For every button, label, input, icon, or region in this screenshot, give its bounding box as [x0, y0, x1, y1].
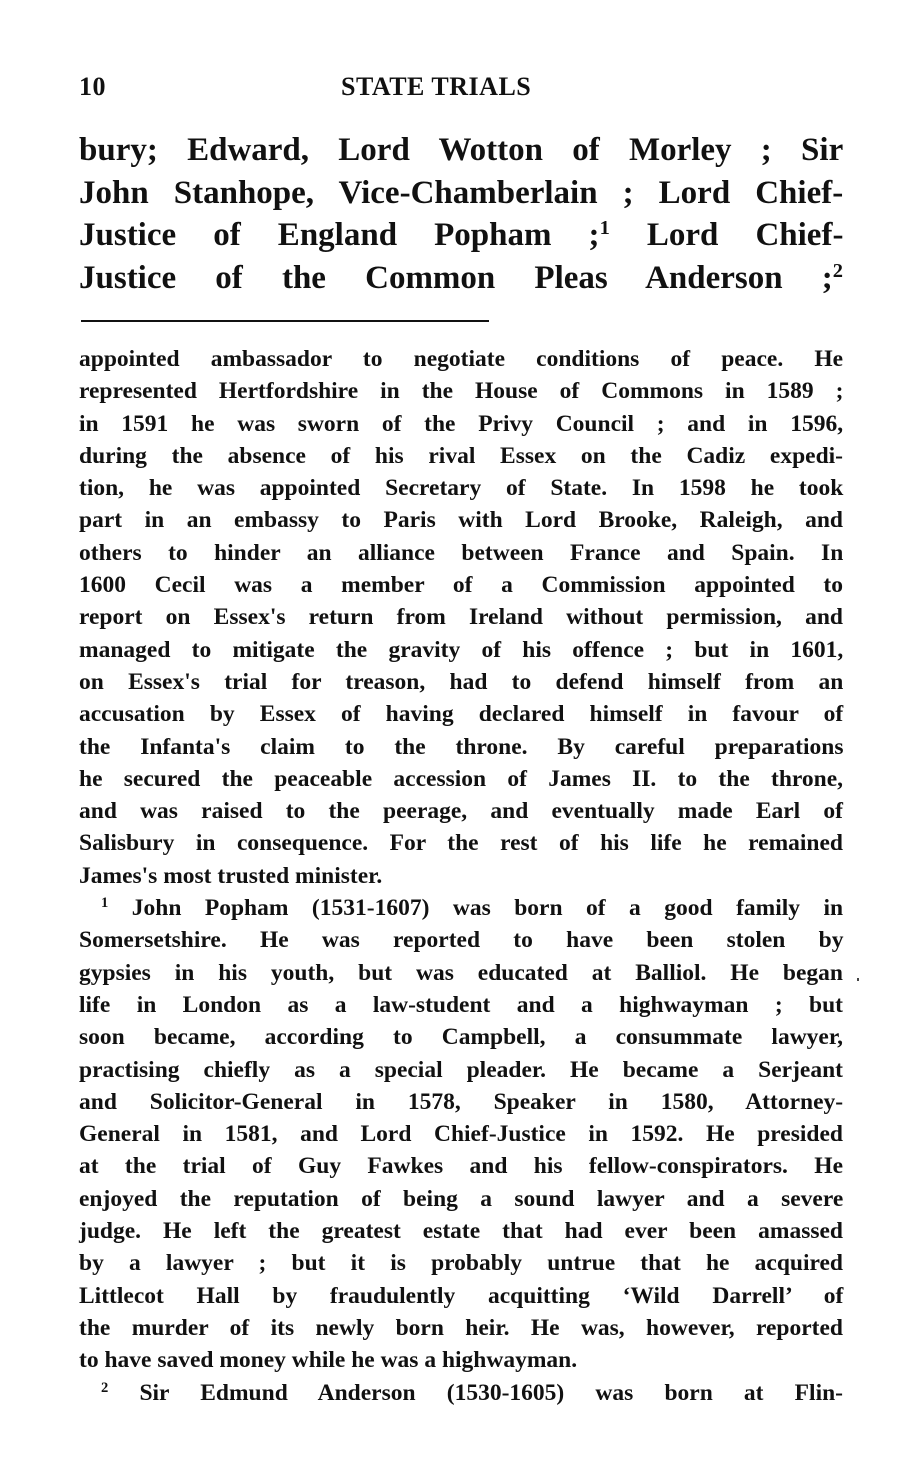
footnote-line: during the absence of his rival Essex on the Cadiz expedi- [79, 442, 843, 469]
footnotes [79, 343, 843, 1409]
footnote-line: the Infanta's claim to the throne. By careful preparations [79, 733, 844, 760]
footnote-line [79, 1377, 843, 1409]
footnote-line: in 1591 he was sworn of the Privy Council ; and in 1596, [79, 410, 844, 437]
footnote-marker-1: 1 [101, 895, 109, 912]
footnote-line: he secured the peaceable accession of James II. to the throne, [79, 765, 844, 792]
footnote-line: at the trial of Guy Fawkes and his fellow-conspirators. He [79, 1153, 843, 1180]
footnote-line: on Essex's trial for treason, had to defend himself from an [79, 668, 844, 695]
footnote-2 [79, 1377, 843, 1409]
footnote-line: accusation by Essex of having declared himself in favour of [79, 701, 844, 728]
footnote-text: Sir Edmund Anderson (1530-1605) was born at Flin- [108, 1379, 843, 1406]
footnote-line: the murder of its newly born heir. He was, however, reported [79, 1314, 843, 1341]
footnote-1 [79, 892, 843, 1376]
main-text-line: John Stanhope, Vice-Chamberlain ; Lord Chief- [79, 174, 844, 211]
footnote-marker-2: 2 [101, 1379, 109, 1396]
footnote-line: James's most trusted minister. [79, 862, 383, 889]
footnote-line: part in an embassy to Paris with Lord Brooke, Raleigh, and [79, 507, 843, 534]
footnote-line: General in 1581, and Lord Chief-Justice in 1592. He presided [79, 1121, 843, 1148]
footnote-reference-1[interactable]: 1 [599, 216, 610, 239]
footnote-line: report on Essex's return from Ireland without permission, and [79, 604, 843, 631]
main-text-fragment: Justice of the Common Pleas Anderson ; [79, 259, 833, 296]
footnote-line: judge. He left the greatest estate that had ever been amassed [79, 1218, 843, 1245]
main-text [79, 129, 843, 299]
footnote-line: Littlecot Hall by fraudulently acquitting ‘Wild Darrell’ of [79, 1282, 844, 1309]
main-text-line: bury; Edward, Lord Wotton of Morley ; Sir [79, 132, 844, 168]
page-number: 10 [79, 72, 106, 101]
running-title: STATE TRIALS [341, 72, 532, 101]
running-head [79, 72, 843, 106]
footnote-line: represented Hertfordshire in the House of Commons in 1589 ; [79, 378, 844, 405]
footnote-line [79, 892, 843, 924]
footnote-line: tion, he was appointed Secretary of State. In 1598 he took [79, 475, 844, 502]
footnote-line: by a lawyer ; but it is probably untrue that he acquired [79, 1250, 843, 1277]
footnote-separator-rule [81, 320, 489, 322]
main-text-line [79, 257, 843, 300]
footnote-line: Salisbury in consequence. For the rest of his life he remained [79, 830, 843, 857]
footnote-line: others to hinder an alliance between France and Spain. In [79, 539, 844, 566]
main-text-fragment: Lord Chief- [609, 217, 844, 253]
footnote-text: John Popham (1531-1607) was born of a good family in [108, 895, 844, 922]
footnote-line: managed to mitigate the gravity of his offence ; but in 1601, [79, 636, 844, 663]
footnote-line: and Solicitor-General in 1578, Speaker in 1580, Attorney- [79, 1088, 844, 1115]
main-text-line [79, 214, 843, 257]
footnote-line: enjoyed the reputation of being a sound lawyer and a severe [79, 1185, 844, 1212]
footnote-line: to have saved money while he was a highwayman. [79, 1347, 578, 1374]
footnote-continuation [79, 343, 843, 892]
footnote-line: Somersetshire. He was reported to have been stolen by [79, 927, 844, 954]
footnote-line: practising chiefly as a special pleader. He became a Serjeant [79, 1056, 843, 1083]
footnote-reference-2[interactable]: 2 [832, 259, 843, 282]
footnote-line: life in London as a law-student and a highwayman ; but [79, 991, 843, 1018]
main-text-fragment: Justice of England Popham ; [79, 217, 600, 253]
footnote-line: gypsies in his youth, but was educated at Balliol. He began [79, 959, 843, 986]
scan-speck [857, 978, 859, 981]
footnote-line: soon became, according to Campbell, a consummate lawyer, [79, 1024, 843, 1051]
footnote-line: and was raised to the peerage, and eventually made Earl of [79, 798, 843, 825]
footnote-line: 1600 Cecil was a member of a Commission appointed to [79, 572, 843, 599]
footnote-line: appointed ambassador to negotiate conditions of peace. He [79, 346, 844, 372]
